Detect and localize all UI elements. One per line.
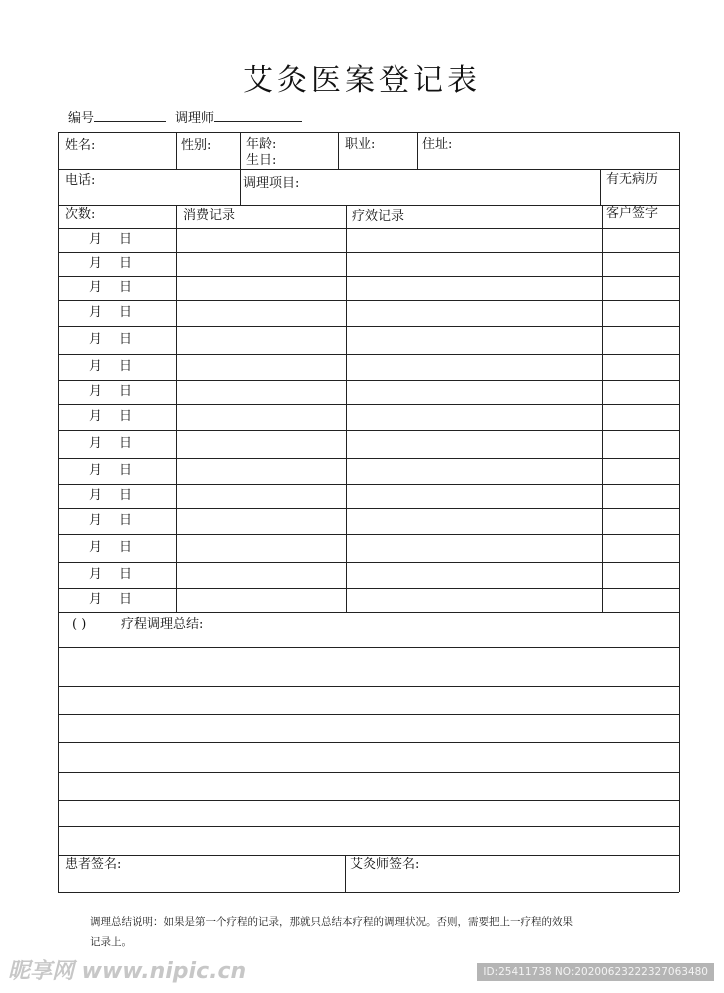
date-month-cell[interactable]: 月 <box>89 409 103 424</box>
table-rule <box>679 132 680 892</box>
date-month-cell[interactable]: 月 <box>89 540 103 555</box>
page-title: 艾灸医案登记表 <box>243 63 481 98</box>
table-rule <box>346 205 347 612</box>
therapist-field[interactable] <box>175 107 302 126</box>
effect-header: 疗效记录 <box>352 209 405 224</box>
course-summary-label: 疗程调理总结: <box>121 617 204 632</box>
patient-signature-field[interactable]: 患者签名: <box>65 857 122 872</box>
table-rule <box>58 534 679 535</box>
record-number-field[interactable] <box>68 107 166 126</box>
date-day-cell[interactable]: 日 <box>119 359 133 374</box>
table-rule <box>58 205 679 206</box>
date-day-cell[interactable]: 日 <box>119 232 133 247</box>
date-month-cell[interactable]: 月 <box>89 256 103 271</box>
date-day-cell[interactable]: 日 <box>119 256 133 271</box>
date-day-cell[interactable]: 日 <box>119 540 133 555</box>
table-rule <box>58 892 679 893</box>
table-rule <box>58 132 679 133</box>
table-rule <box>58 228 679 229</box>
table-rule <box>176 132 177 169</box>
medical-history-field[interactable]: 有无病历 <box>606 172 659 187</box>
course-number-bracket[interactable]: ( ) <box>72 617 87 632</box>
table-rule <box>58 508 679 509</box>
table-rule <box>58 772 679 773</box>
date-day-cell[interactable]: 日 <box>119 384 133 399</box>
date-day-cell[interactable]: 日 <box>119 567 133 582</box>
birthday-field[interactable]: 生日: <box>246 153 277 168</box>
table-rule <box>240 132 241 169</box>
date-day-cell[interactable]: 日 <box>119 305 133 320</box>
date-month-cell[interactable]: 月 <box>89 332 103 347</box>
gender-field[interactable]: 性别: <box>181 138 212 153</box>
name-field[interactable]: 姓名: <box>65 138 96 153</box>
table-rule <box>58 458 679 459</box>
date-day-cell[interactable]: 日 <box>119 436 133 451</box>
table-rule <box>58 742 679 743</box>
date-month-cell[interactable]: 月 <box>89 463 103 478</box>
table-rule <box>240 169 241 205</box>
date-day-cell[interactable]: 日 <box>119 488 133 503</box>
table-rule <box>58 169 679 170</box>
signature-header: 客户签字 <box>606 206 659 221</box>
table-rule <box>58 588 679 589</box>
table-rule <box>58 612 679 613</box>
table-rule <box>58 562 679 563</box>
table-rule <box>58 380 679 381</box>
table-rule <box>58 855 679 856</box>
table-rule <box>58 484 679 485</box>
date-month-cell[interactable]: 月 <box>89 567 103 582</box>
phone-field[interactable]: 电话: <box>65 173 96 188</box>
table-rule <box>58 354 679 355</box>
times-header: 次数: <box>65 207 96 222</box>
date-month-cell[interactable]: 月 <box>89 305 103 320</box>
practitioner-signature-field[interactable]: 艾灸师签名: <box>350 857 420 872</box>
date-month-cell[interactable]: 月 <box>89 436 103 451</box>
date-month-cell[interactable]: 月 <box>89 513 103 528</box>
table-rule <box>338 132 339 169</box>
table-rule <box>58 714 679 715</box>
date-month-cell[interactable]: 月 <box>89 280 103 295</box>
table-rule <box>58 326 679 327</box>
table-rule <box>58 826 679 827</box>
date-day-cell[interactable]: 日 <box>119 513 133 528</box>
table-rule <box>58 647 679 648</box>
date-month-cell[interactable]: 月 <box>89 488 103 503</box>
table-rule <box>600 169 601 205</box>
table-rule <box>417 132 418 169</box>
table-rule <box>58 404 679 405</box>
image-id-watermark: ID:25411738 NO:20200623222327063480 <box>477 963 714 981</box>
summary-note-line: 调理总结说明：如果是第一个疗程的记录，那就只总结本疗程的调理状况。否则，需要把上一疗程的效果 <box>90 916 573 928</box>
table-rule <box>58 132 59 892</box>
table-rule <box>58 276 679 277</box>
table-rule <box>58 800 679 801</box>
consumption-header: 消费记录 <box>183 208 236 223</box>
summary-note <box>90 912 650 952</box>
date-month-cell[interactable]: 月 <box>89 359 103 374</box>
date-day-cell[interactable]: 日 <box>119 409 133 424</box>
date-month-cell[interactable]: 月 <box>89 384 103 399</box>
job-field[interactable]: 职业: <box>345 137 376 152</box>
therapist-line <box>214 109 302 122</box>
record-number-label: 编号 <box>68 111 95 126</box>
table-rule <box>58 252 679 253</box>
table-rule <box>176 205 177 612</box>
summary-note-line: 记录上。 <box>90 936 132 948</box>
age-field[interactable]: 年龄: <box>246 137 277 152</box>
address-field[interactable]: 住址: <box>422 137 453 152</box>
table-rule <box>58 686 679 687</box>
date-month-cell[interactable]: 月 <box>89 232 103 247</box>
date-day-cell[interactable]: 日 <box>119 463 133 478</box>
date-day-cell[interactable]: 日 <box>119 280 133 295</box>
table-rule <box>58 300 679 301</box>
date-day-cell[interactable]: 日 <box>119 332 133 347</box>
site-watermark: 昵享网 www.nipic.cn <box>8 959 247 984</box>
date-day-cell[interactable]: 日 <box>119 592 133 607</box>
therapist-label: 调理师 <box>175 111 215 126</box>
table-rule <box>58 430 679 431</box>
table-rule <box>345 855 346 892</box>
record-number-line <box>94 109 166 122</box>
table-rule <box>602 205 603 612</box>
date-month-cell[interactable]: 月 <box>89 592 103 607</box>
project-field[interactable]: 调理项目: <box>243 176 300 191</box>
